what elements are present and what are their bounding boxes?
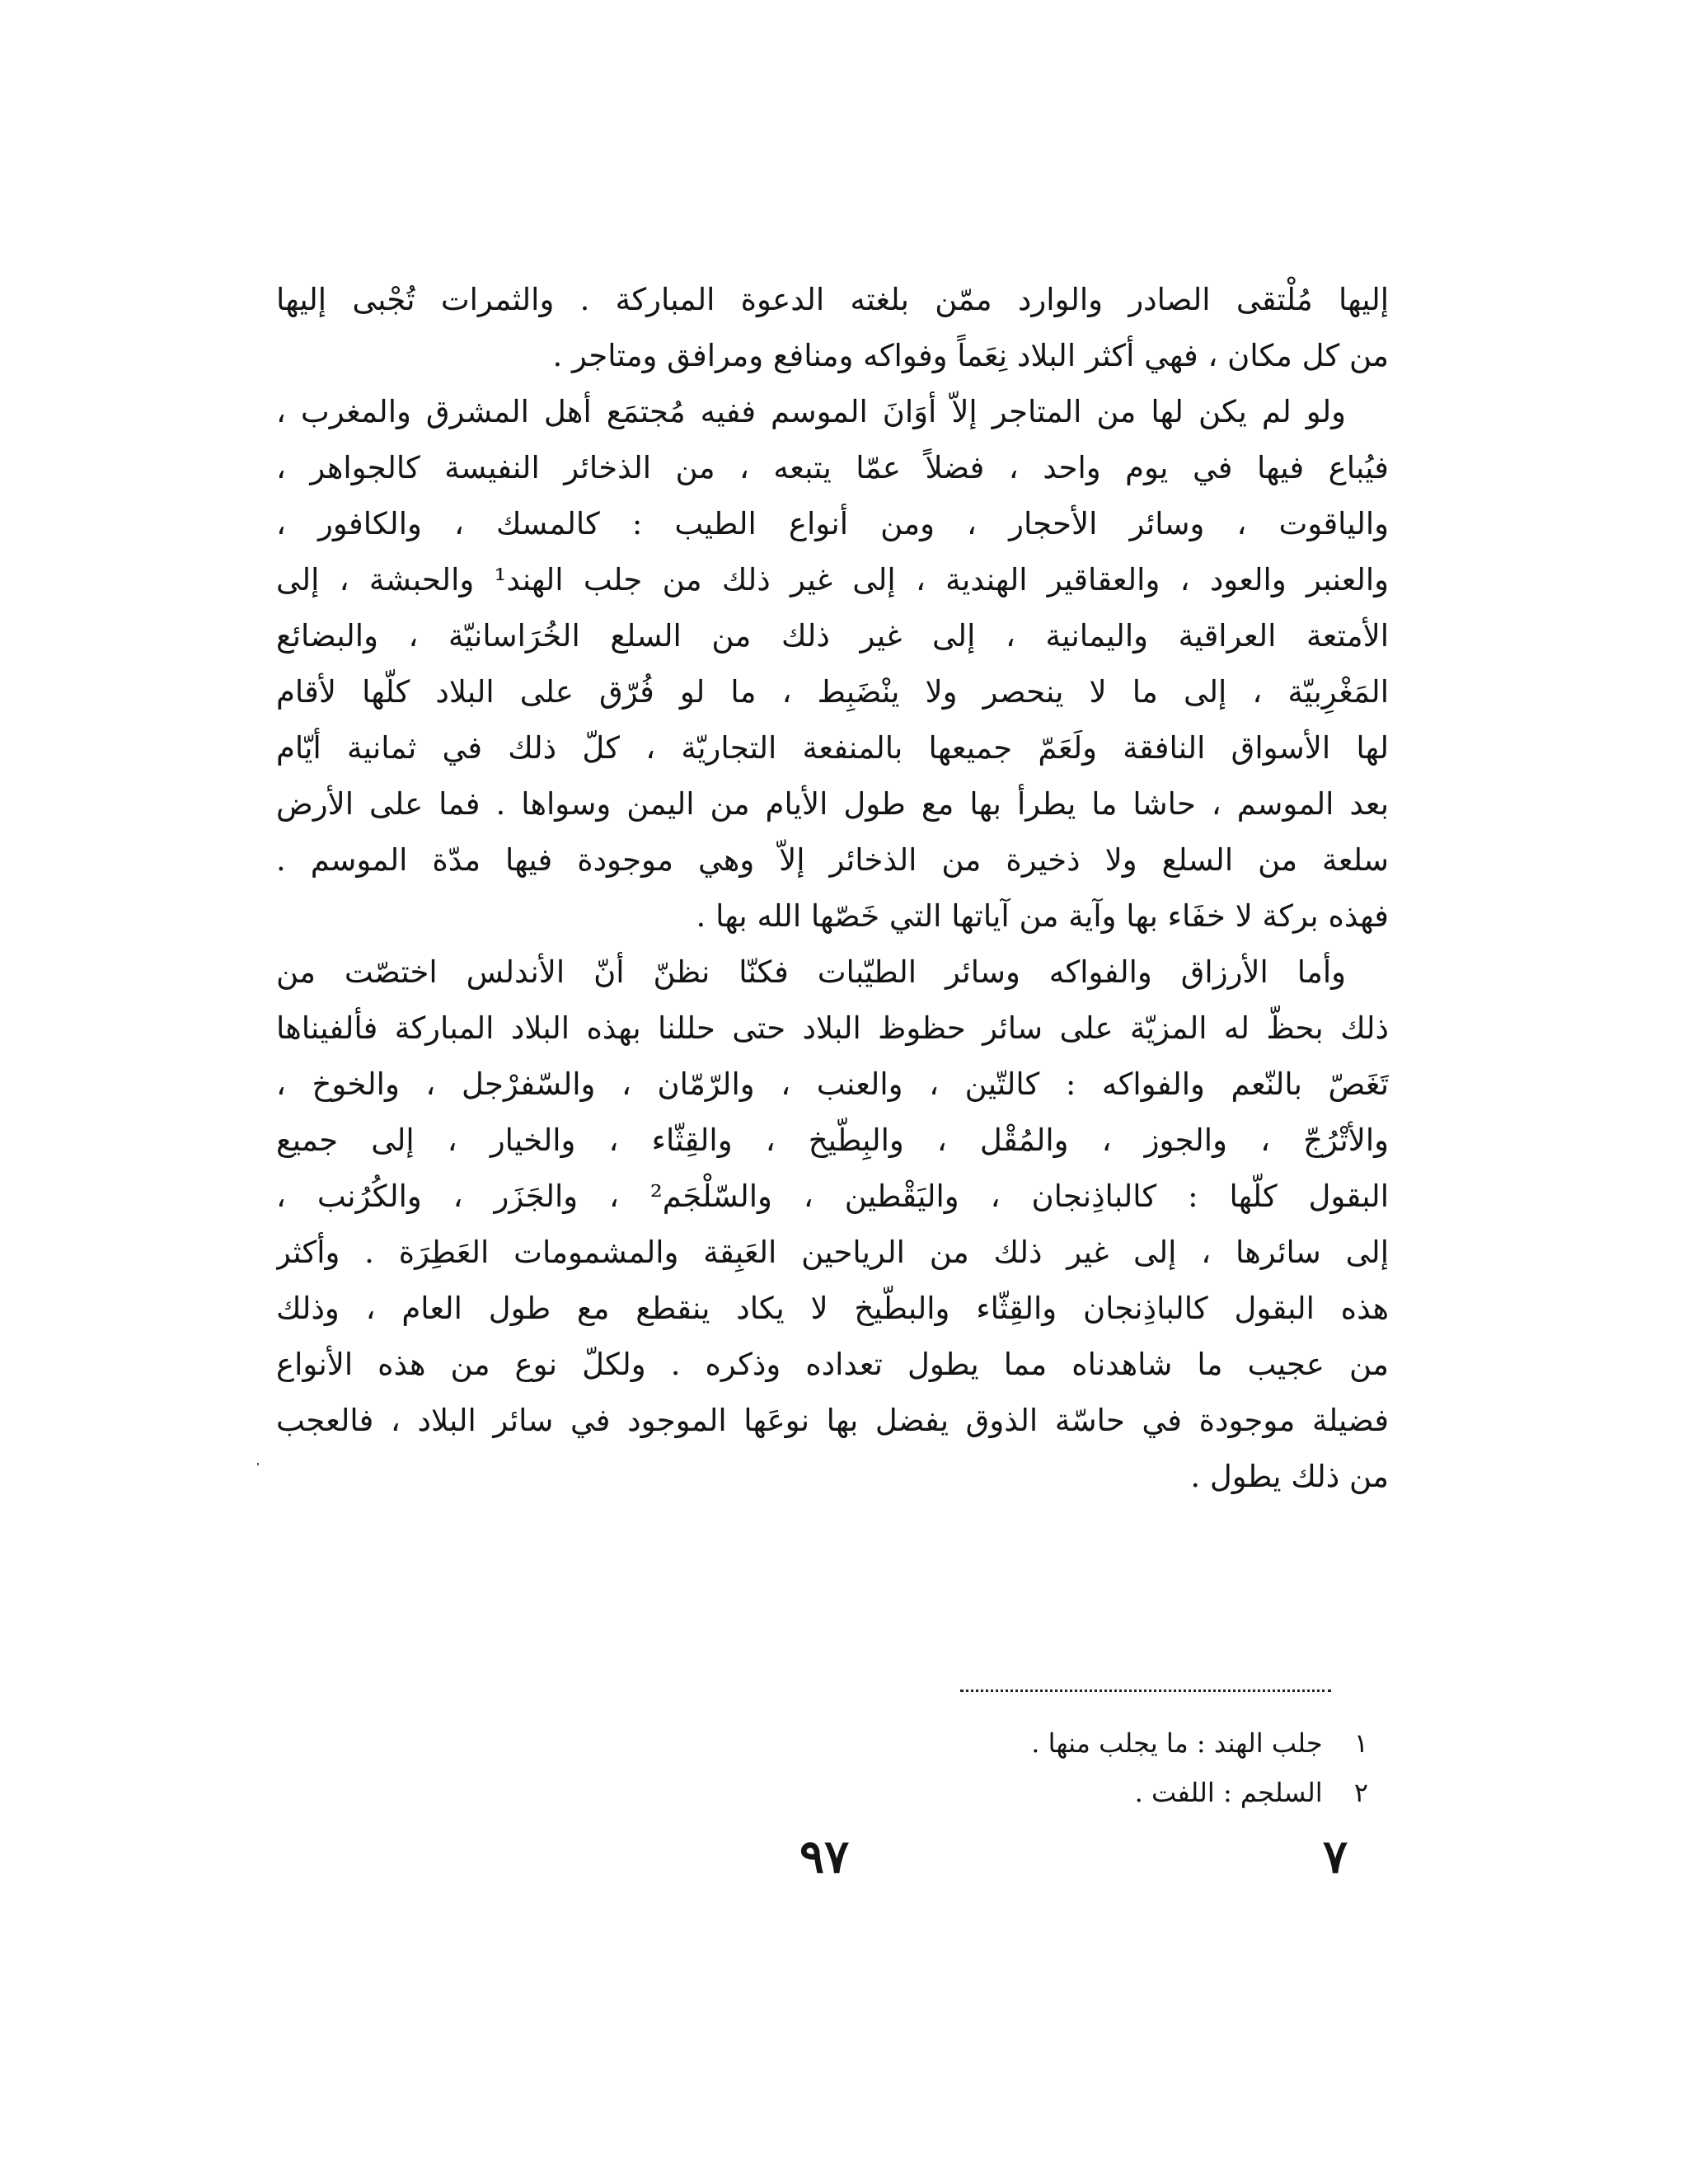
margin-mark (257, 1463, 259, 1465)
body-line: هذه البقول كالباذِنجان والقِثّاء والبطّيخ لا يكاد ينقطع مع طول العام ، وذلك (276, 1291, 1389, 1326)
footnote-text: السلجم : اللفت . (1134, 1777, 1323, 1808)
body-line: سلعة من السلع ولا ذخيرة من الذخائر إلاّ وهي موجودة فيها مدّة الموسم . (276, 842, 1389, 878)
body-line: إليها مُلْتقى الصادر والوارد ممّن بلغته الدعوة المباركة . والثمرات تُجْبى إليها (276, 282, 1389, 317)
body-line: بعد الموسم ، حاشا ما يطرأ بها مع طول الأيام من اليمن وسواها . فما على الأرض (276, 786, 1389, 822)
body-line: البقول كلّها : كالباذِنجان ، واليَقْطين ، والسّلْجَم² ، والجَزَر ، والكُرُنب ، (276, 1179, 1389, 1214)
body-line: الأمتعة العراقية واليمانية ، إلى غير ذلك من السلع الخُرَاسانيّة ، والبضائع (276, 618, 1389, 654)
body-line: من عجيب ما شاهدناه مما يطول تعداده وذكره . ولكلّ نوع من هذه الأنواع (276, 1347, 1389, 1382)
footnote (742, 1768, 1368, 1817)
body-text (276, 272, 1389, 1505)
body-line: فهذه بركة لا خفَاء بها وآية من آياتها التي خَصّها الله بها . (696, 898, 1389, 934)
footnote-number: ١ (1353, 1727, 1368, 1759)
body-line: ولو لم يكن لها من المتاجر إلاّ أوَانَ الموسم ففيه مُجتمَع أهل المشرق والمغرب ، (276, 394, 1346, 429)
body-line: تَغَصّ بالنّعم والفواكه : كالتّين ، والعنب ، والرّمّان ، والسّفرْجل ، والخوخ ، (276, 1066, 1389, 1102)
body-line: لها الأسواق النافقة ولَعَمّ جميعها بالمنفعة التجاريّة ، كلّ ذلك في ثمانية أيّام (276, 730, 1389, 766)
body-line: من كل مكان ، فهي أكثر البلاد نِعَماً وفواكه ومنافع ومرافق ومتاجر . (552, 338, 1389, 373)
page-number: ٩٧ (799, 1830, 850, 1884)
body-line: والأتْرُجّ ، والجوز ، والمُقْل ، والبِطّيخ ، والقِثّاء ، والخيار ، إلى جميع (276, 1122, 1389, 1158)
body-line: المَغْرِبيّة ، إلى ما لا ينحصر ولا ينْضَبِط ، ما لو فُرّق على البلاد كلّها لأقام (276, 674, 1389, 710)
footnote-text: جلب الهند : ما يجلب منها . (1031, 1727, 1323, 1759)
body-line: والياقوت ، وسائر الأحجار ، ومن أنواع الطيب : كالمسك ، والكافور ، (276, 506, 1389, 541)
body-line: وأما الأرزاق والفواكه وسائر الطيّبات فكنّا نظنّ أنّ الأندلس اختصّت من (276, 954, 1346, 990)
footnote (742, 1718, 1368, 1768)
body-line: من ذلك يطول . (1190, 1459, 1389, 1494)
body-line: إلى سائرها ، إلى غير ذلك من الرياحين العَبِقة والمشمومات العَطِرَة . وأكثر (276, 1235, 1389, 1270)
body-line: فضيلة موجودة في حاسّة الذوق يفضل بها نوعَها الموجود في سائر البلاد ، فالعجب (276, 1403, 1389, 1438)
body-line: فيُباع فيها في يوم واحد ، فضلاً عمّا يتبعه ، من الذخائر النفيسة كالجواهر ، (276, 450, 1389, 485)
signature-mark: ٧ (1323, 1830, 1348, 1884)
footnote-separator (960, 1690, 1331, 1692)
footnote-number: ٢ (1353, 1777, 1368, 1808)
footnotes (742, 1718, 1368, 1817)
body-line: والعنبر والعود ، والعقاقير الهندية ، إلى غير ذلك من جلب الهند¹ والحبشة ، إلى (276, 562, 1389, 598)
body-line: ذلك بحظّ له المزيّة على سائر حظوظ البلاد حتى حللنا بهذه البلاد المباركة فألفيناها (276, 1010, 1389, 1046)
